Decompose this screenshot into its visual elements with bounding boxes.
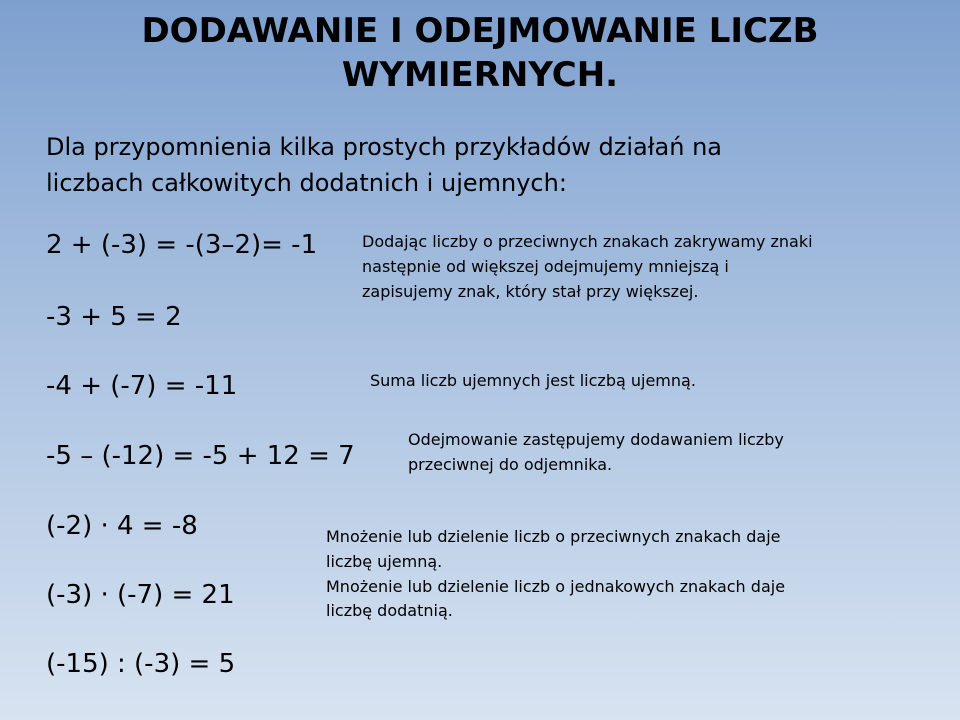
note-opposite-signs-addition [362, 230, 813, 304]
note-line: zapisujemy znak, który stał przy większej. [362, 281, 699, 301]
note-line: liczbę dodatnią. [326, 601, 453, 621]
note-line: Dodając liczby o przeciwnych znakach zakrywamy znaki [362, 232, 813, 251]
equation-4: -5 – (-12) = -5 + 12 = 7 [46, 441, 355, 471]
intro-text [46, 130, 926, 201]
note-line: przeciwnej do odjemnika. [408, 454, 613, 474]
intro-line-1: Dla przypomnienia kilka prostych przykładów działań na [46, 133, 722, 161]
note-line: Mnożenie lub dzielenie liczb o jednakowych znakach daje [326, 576, 786, 596]
intro-line-2: liczbach całkowitych dodatnich i ujemnych: [46, 168, 567, 197]
equation-2: -3 + 5 = 2 [46, 302, 182, 332]
slide-title [60, 10, 900, 97]
note-line: liczbę ujemną. [326, 551, 443, 571]
note-multiplication [326, 525, 785, 624]
equation-6: (-3) · (-7) = 21 [46, 580, 235, 610]
title-line-2: WYMIERNYCH. [341, 54, 619, 95]
note-line: Mnożenie lub dzielenie liczb o przeciwnych znakach daje [326, 527, 781, 546]
title-line-1: DODAWANIE I ODEJMOWANIE LICZB [141, 11, 819, 51]
note-line: Odejmowanie zastępujemy dodawaniem liczby [408, 430, 784, 449]
note-line: Suma liczb ujemnych jest liczbą ujemną. [370, 371, 696, 390]
equation-3: -4 + (-7) = -11 [46, 371, 238, 401]
equation-1: 2 + (-3) = -(3–2)= -1 [46, 230, 318, 260]
equation-5: (-2) · 4 = -8 [46, 511, 198, 541]
equation-7: (-15) : (-3) = 5 [46, 649, 236, 679]
note-subtraction [408, 428, 784, 478]
note-negative-sum [370, 369, 696, 394]
note-line: następnie od większej odejmujemy mniejszą i [362, 256, 729, 276]
